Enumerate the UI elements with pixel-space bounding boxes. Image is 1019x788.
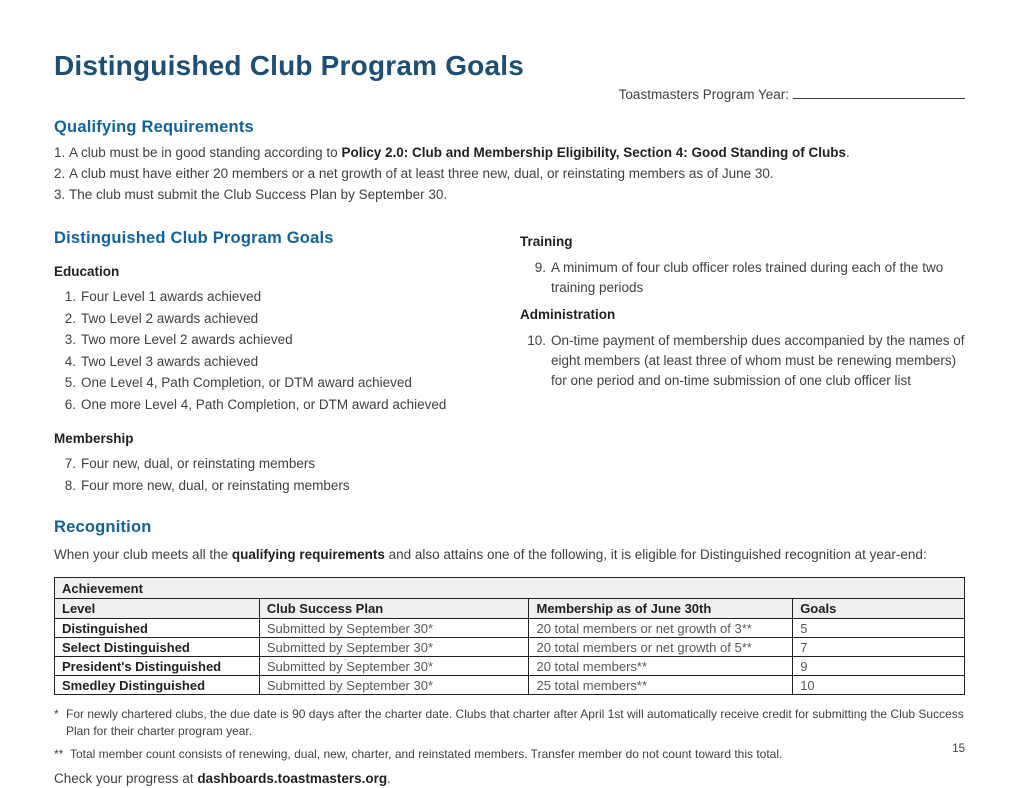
recognition-intro-pre: When your club meets all the xyxy=(54,547,232,562)
administration-list xyxy=(520,331,965,391)
page-title: Distinguished Club Program Goals xyxy=(54,50,525,81)
plan-cell: Submitted by September 30* xyxy=(259,676,529,695)
qualifying-requirements-bold: qualifying requirements xyxy=(231,547,385,562)
goals-cell: 10 xyxy=(793,676,965,695)
recognition-intro-post: and also attains one of the following, it is eligible for Distinguished recognition at year-end: xyxy=(384,547,927,562)
list-item-text: One Level 4, Path Completion, or DTM award achieved xyxy=(81,375,412,390)
list-item-text: On-time payment of membership dues accompanied by the names of eight members (at least three of whom must be renewing members) for one period and on-time submission of one club officer list xyxy=(551,333,965,388)
plan-cell: Submitted by September 30* xyxy=(259,657,529,676)
footnote-text: For newly chartered clubs, the due date is 90 days after the charter date. Clubs that charter after April 1st will automatically receive credit for submitting the Club Success Plan for their charter program year. xyxy=(66,707,964,738)
education-list xyxy=(54,286,520,415)
list-item xyxy=(62,453,520,475)
qualifying-requirements-list xyxy=(54,142,965,205)
list-item-number: 10. xyxy=(527,333,546,348)
column-header-level: Level xyxy=(55,599,260,619)
column-header-goals: Goals xyxy=(793,599,965,619)
list-item xyxy=(62,308,520,330)
recognition-section xyxy=(54,517,965,564)
training-heading: Training xyxy=(520,234,573,249)
list-item-text: Four more new, dual, or reinstating members xyxy=(81,477,350,493)
table-row xyxy=(55,619,965,638)
plan-cell: Submitted by September 30* xyxy=(259,638,529,657)
list-item xyxy=(520,258,965,298)
dashboards-url[interactable]: dashboards.toastmasters.org xyxy=(197,770,388,786)
progress-note xyxy=(54,770,965,788)
footnote-marker: ** xyxy=(54,747,64,761)
list-item xyxy=(62,394,520,416)
page-number: 15 xyxy=(952,743,965,755)
list-item-text: Four new, dual, or reinstating members xyxy=(81,456,316,471)
goals-cell: 5 xyxy=(793,619,965,638)
list-item-text: The club must submit the Club Success Plan by September 30. xyxy=(69,187,448,202)
program-year-row xyxy=(54,86,965,104)
list-item-number: 9. xyxy=(534,260,546,275)
list-item-text: A club must have either 20 members or a net growth of at least three new, dual, or reinstating members as of June 30. xyxy=(69,166,774,181)
membership-cell: 25 total members** xyxy=(529,676,793,695)
list-item xyxy=(520,331,965,391)
list-item-number: 2. xyxy=(64,310,76,326)
plan-cell: Submitted by September 30* xyxy=(259,619,529,638)
level-cell: Distinguished xyxy=(55,619,260,638)
list-item-number: 7. xyxy=(64,456,76,471)
administration-heading: Administration xyxy=(520,307,616,322)
recognition-intro xyxy=(54,546,965,564)
table-row xyxy=(55,676,965,695)
list-item xyxy=(62,475,520,497)
achievement-group-header: Achievement xyxy=(55,578,965,599)
footnote-marker: * xyxy=(54,707,59,721)
column-header-membership: Membership as of June 30th xyxy=(529,599,793,619)
program-goals-columns xyxy=(54,228,965,496)
list-item-number: 2. xyxy=(54,166,66,181)
qualifying-requirements-heading: Qualifying Requirements xyxy=(54,118,254,136)
goals-cell: 9 xyxy=(793,657,965,676)
program-goals-left-column xyxy=(54,228,520,496)
membership-list xyxy=(54,453,520,496)
list-item xyxy=(62,351,520,373)
membership-cell: 20 total members or net growth of 5** xyxy=(529,638,793,657)
footnote-member-count xyxy=(54,746,965,763)
list-item-number: 3. xyxy=(64,332,76,347)
level-cell: Select Distinguished xyxy=(55,638,260,657)
membership-cell: 20 total members or net growth of 3** xyxy=(529,619,793,638)
list-item xyxy=(62,286,520,308)
list-item-text: Two more Level 2 awards achieved xyxy=(81,332,293,347)
progress-note-pre: Check your progress at xyxy=(54,770,198,786)
list-item xyxy=(54,184,965,205)
list-item xyxy=(54,142,965,163)
footnotes xyxy=(54,706,965,763)
level-cell: Smedley Distinguished xyxy=(55,676,260,695)
list-item-number: 3. xyxy=(54,187,66,202)
table-row xyxy=(55,638,965,657)
program-year-label: Toastmasters Program Year: xyxy=(618,87,789,102)
list-item-number: 5. xyxy=(64,375,76,390)
list-item-number: 8. xyxy=(64,477,76,493)
training-list xyxy=(520,258,965,298)
list-item-text xyxy=(69,142,850,163)
table-header-row xyxy=(55,599,965,619)
program-goals-right-column xyxy=(520,228,965,496)
membership-heading: Membership xyxy=(54,431,134,446)
list-item xyxy=(62,372,520,394)
list-item xyxy=(54,163,965,184)
membership-cell: 20 total members** xyxy=(529,657,793,676)
list-item-number: 1. xyxy=(64,289,76,304)
column-header-club-success-plan: Club Success Plan xyxy=(259,599,529,619)
goals-cell: 7 xyxy=(793,638,965,657)
list-item-text: A minimum of four club officer roles trained during each of the two training periods xyxy=(551,260,944,295)
recognition-heading: Recognition xyxy=(54,518,152,536)
footnote-text: Total member count consists of renewing, dual, new, charter, and reinstated members. Transfer member do not count toward this total. xyxy=(70,747,783,761)
qualifying-requirements-section xyxy=(54,117,965,205)
list-item-text-post: . xyxy=(845,145,850,160)
list-item-text: Four Level 1 awards achieved xyxy=(81,289,262,304)
footnote-charter xyxy=(54,706,965,739)
list-item-text: Two Level 2 awards achieved xyxy=(81,310,259,326)
table-group-header-row xyxy=(55,578,965,599)
list-item xyxy=(62,329,520,351)
list-item-number: 1. xyxy=(54,145,66,160)
list-item-number: 4. xyxy=(64,353,76,369)
list-item-text: One more Level 4, Path Completion, or DTM award achieved xyxy=(81,396,447,412)
program-year-blank-field[interactable] xyxy=(793,87,965,99)
level-cell: President's Distinguished xyxy=(55,657,260,676)
program-goals-heading: Distinguished Club Program Goals xyxy=(54,229,334,247)
table-row xyxy=(55,657,965,676)
achievement-table xyxy=(54,577,965,695)
list-item-text: Two Level 3 awards achieved xyxy=(81,353,259,369)
list-item-number: 6. xyxy=(64,396,76,412)
progress-note-post: . xyxy=(387,770,391,786)
policy-reference-bold: Policy 2.0: Club and Membership Eligibility, Section 4: Good Standing of Clubs xyxy=(341,145,846,160)
education-heading: Education xyxy=(54,264,120,279)
list-item-text-pre: A club must be in good standing according to xyxy=(69,145,342,160)
